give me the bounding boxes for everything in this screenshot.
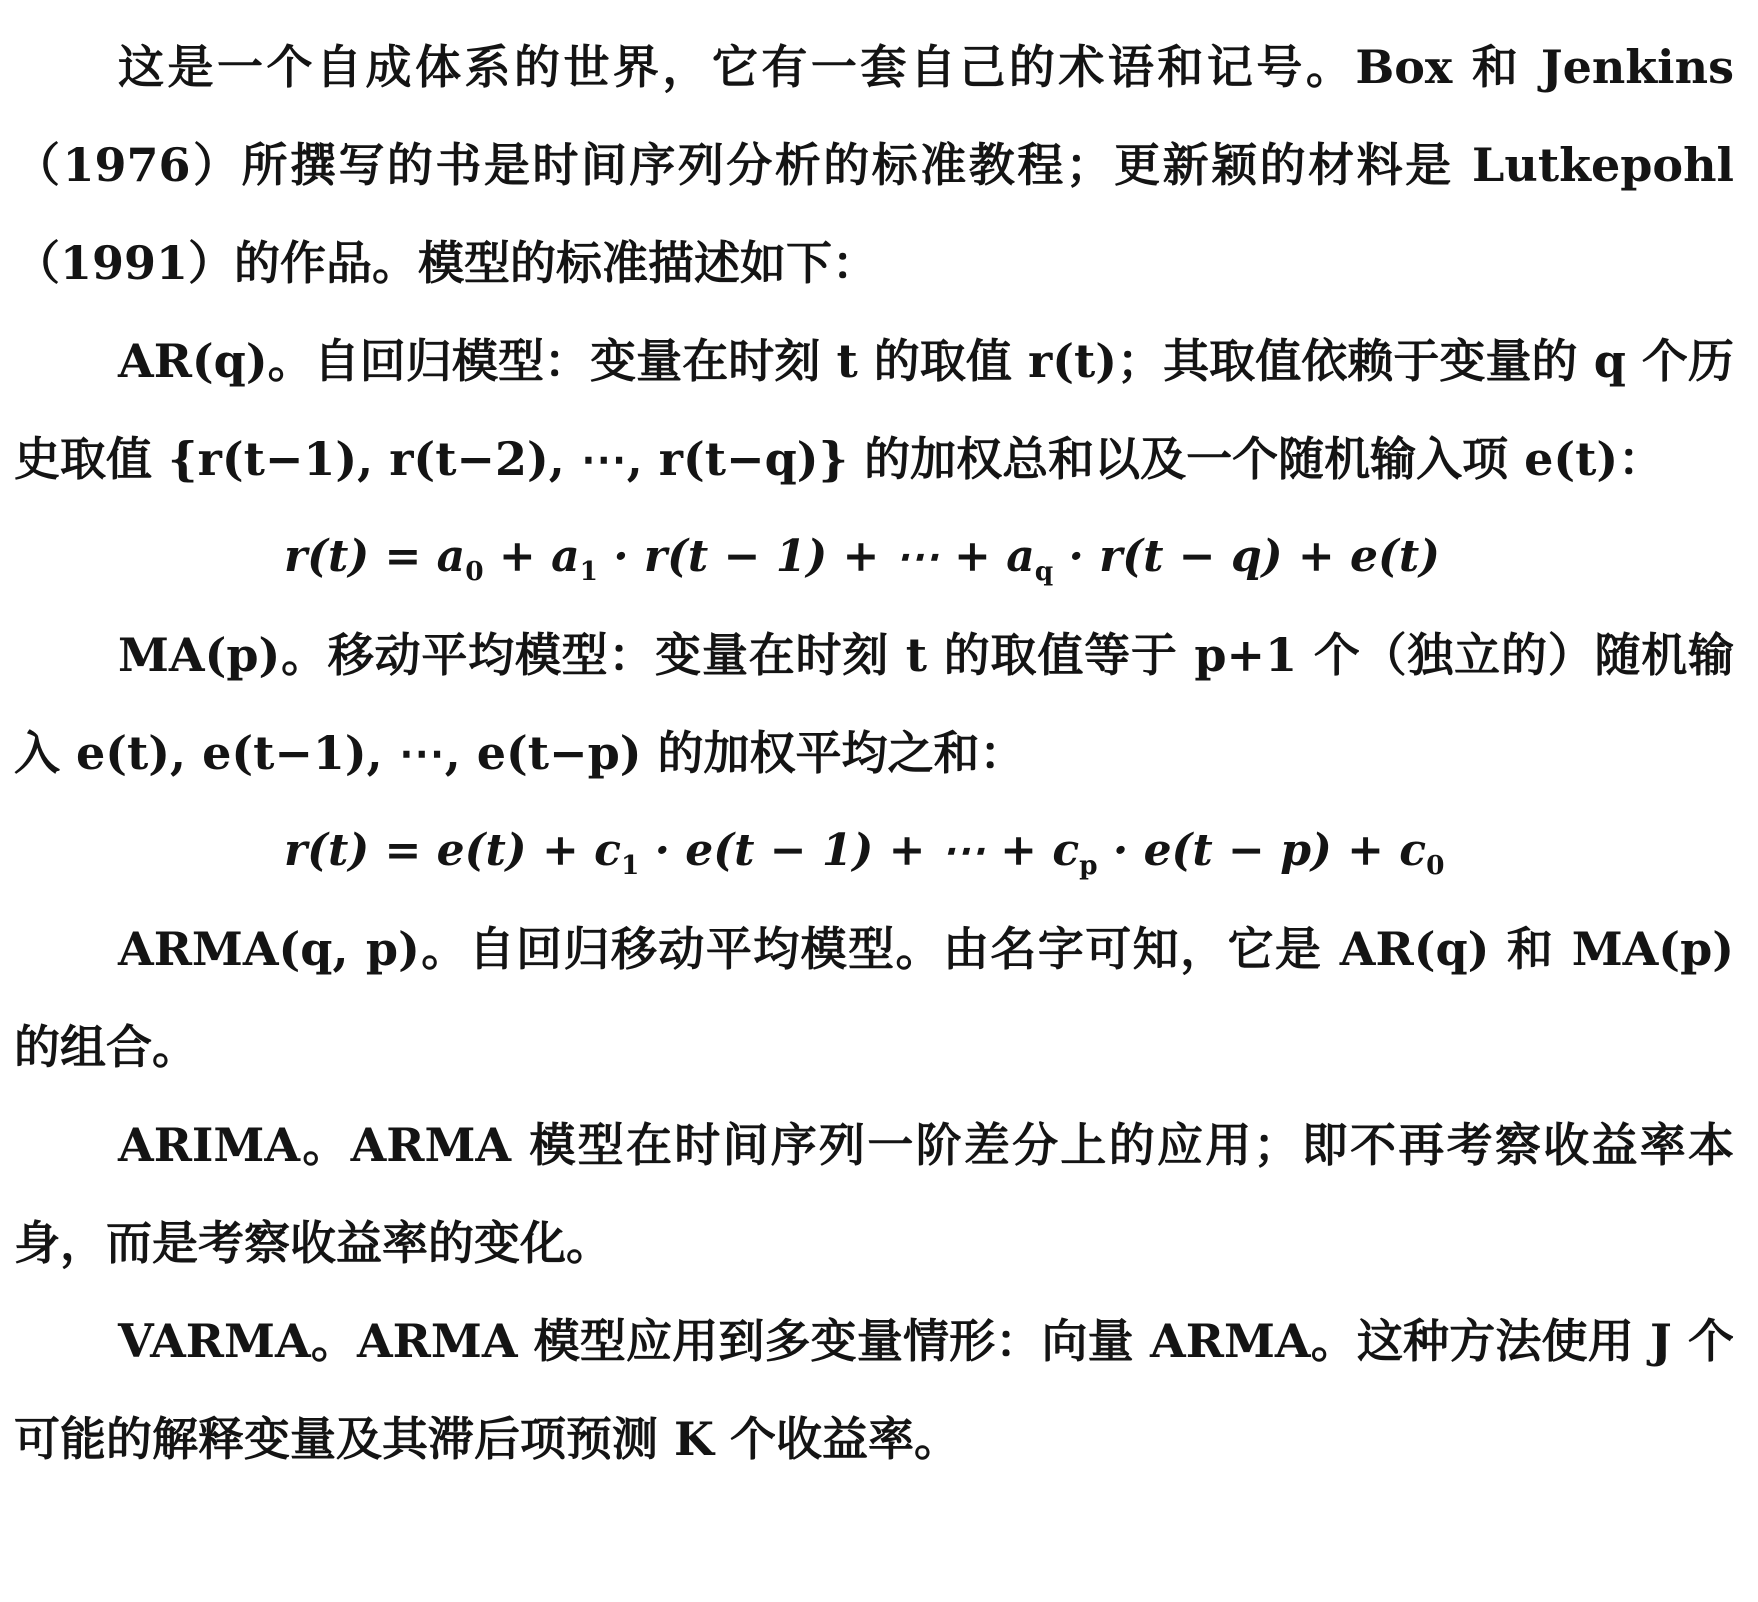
paragraph-arma-model: ARMA(q, p)。自回归移动平均模型。由名字可知，它是 AR(q) 和 MA(p) 的组合。 xyxy=(14,922,1734,1074)
equation-ma-cp-term: · e(t − p) + xyxy=(1097,825,1400,876)
equation-ma-equals: = xyxy=(369,825,437,876)
equation-ar-aq: a xyxy=(1006,531,1035,582)
equation-ma-c0: c xyxy=(1399,825,1427,876)
equation-ar-a1: a xyxy=(551,531,580,582)
equation-ma-c1-sub: 1 xyxy=(620,850,640,882)
equation-ar-a0-sub: 0 xyxy=(465,556,484,588)
paragraph-ma-model: MA(p)。移动平均模型：变量在时刻 t 的取值等于 p+1 个（独立的）随机输入 e(t), e(t−1), ⋯, e(t−p) 的加权平均之和： xyxy=(14,628,1734,780)
equation-ma-c1-term: · e(t − 1) + ⋯ + xyxy=(639,825,1053,876)
equation-ma-lhs: r(t) xyxy=(284,825,370,876)
equation-ar-aq-term: · r(t − q) + e(t) xyxy=(1053,531,1440,582)
equation-ar-a0: a xyxy=(436,531,466,582)
equation-ar-equals: = xyxy=(369,531,437,582)
equation-ma-cp-sub: p xyxy=(1079,850,1098,882)
equation-ar-aq-sub: q xyxy=(1034,556,1054,588)
equation-ar-a1-term: · r(t − 1) + ⋯ + xyxy=(597,531,1007,582)
paragraph-arima-model: ARIMA。ARMA 模型在时间序列一阶差分上的应用；即不再考察收益率本身，而是考察收益率的变化。 xyxy=(14,1118,1734,1270)
equation-ar xyxy=(14,508,1734,606)
equation-ma-et: e(t) + xyxy=(436,825,595,876)
equation-ma-c0-sub: 0 xyxy=(1426,850,1445,882)
equation-ar-plus: + xyxy=(483,531,552,582)
equation-ar-lhs: r(t) xyxy=(284,531,370,582)
equation-ma-c1: c xyxy=(594,825,621,876)
paragraph-intro: 这是一个自成体系的世界，它有一套自己的术语和记号。Box 和 Jenkins（1976）所撰写的书是时间序列分析的标准教程；更新颖的材料是 Lutkepohl（1991）的作品。模型的标准描述如下： xyxy=(14,40,1734,290)
equation-ar-a1-sub: 1 xyxy=(579,556,598,588)
equation-ma xyxy=(14,802,1734,900)
paragraph-ar-model: AR(q)。自回归模型：变量在时刻 t 的取值 r(t)；其取值依赖于变量的 q 个历史取值 {r(t−1), r(t−2), ⋯, r(t−q)} 的加权总和以及一个随机输入项 e(t)： xyxy=(14,334,1734,486)
paragraph-varma-model: VARMA。ARMA 模型应用到多变量情形：向量 ARMA。这种方法使用 J 个可能的解释变量及其滞后项预测 K 个收益率。 xyxy=(14,1314,1734,1466)
equation-ma-cp: c xyxy=(1052,825,1080,876)
